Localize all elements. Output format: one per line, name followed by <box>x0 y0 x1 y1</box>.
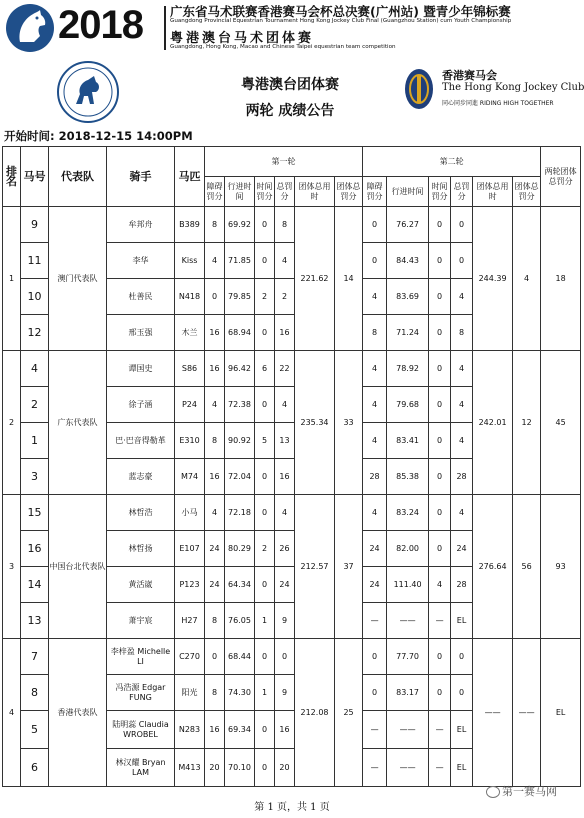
horse-no-cell: 5 <box>21 711 49 749</box>
r2-value-cell: 85.38 <box>387 459 429 495</box>
r1-value-cell: 0 <box>205 639 225 675</box>
horse-head-logo-icon <box>4 2 56 54</box>
r2-value-cell: 0 <box>429 675 451 711</box>
horse-cell: C270 <box>175 639 205 675</box>
rider-cell: 林哲浩 <box>107 495 175 531</box>
r1-value-cell: 0 <box>255 567 275 603</box>
r1-value-cell: 0 <box>255 639 275 675</box>
rank-cell: 2 <box>3 351 21 495</box>
r1-value-cell: 4 <box>205 387 225 423</box>
r2-value-cell: 24 <box>363 531 387 567</box>
r1-team-time-cell: 235.34 <box>295 351 335 495</box>
header-r2-total: 总罚分 <box>451 177 473 207</box>
r2-value-cell: 0 <box>363 207 387 243</box>
r2-value-cell: 0 <box>429 387 451 423</box>
r1-value-cell: 4 <box>205 243 225 279</box>
rider-cell: 林汉耀 Bryan LAM <box>107 749 175 787</box>
r1-value-cell: 64.34 <box>225 567 255 603</box>
team-cell: 澳门代表队 <box>49 207 107 351</box>
r1-team-pen-cell: 14 <box>335 207 363 351</box>
r2-value-cell: 83.69 <box>387 279 429 315</box>
horse-cell: M74 <box>175 459 205 495</box>
rider-cell: 李梓盈 Michelle LI <box>107 639 175 675</box>
r2-value-cell: 0 <box>363 639 387 675</box>
event-title-cn: 广东省马术联赛香港赛马会杯总决赛(广州站) 暨青少年锦标赛 <box>170 4 511 19</box>
r2-value-cell: 4 <box>363 351 387 387</box>
r1-value-cell: 24 <box>205 531 225 567</box>
r2-value-cell: 83.24 <box>387 495 429 531</box>
r1-value-cell: 0 <box>255 387 275 423</box>
r1-value-cell: 26 <box>275 531 295 567</box>
r1-value-cell: 16 <box>205 351 225 387</box>
table-row <box>3 639 581 675</box>
rider-cell: 巴·巴音得勒革 <box>107 423 175 459</box>
r1-value-cell: 4 <box>275 243 295 279</box>
r1-value-cell: 0 <box>205 279 225 315</box>
horse-cell: N418 <box>175 279 205 315</box>
r1-value-cell: 5 <box>255 423 275 459</box>
rider-cell: 萧宇宸 <box>107 603 175 639</box>
r1-value-cell: 16 <box>275 315 295 351</box>
r1-value-cell: 24 <box>205 567 225 603</box>
header-team: 代表队 <box>49 147 107 207</box>
r1-value-cell: 0 <box>275 639 295 675</box>
r2-value-cell: 0 <box>429 279 451 315</box>
r1-value-cell: 70.10 <box>225 749 255 787</box>
r2-value-cell: 76.27 <box>387 207 429 243</box>
event-title-en: Guangdong Provincial Equestrian Tournament Hong Kong Jockey Club Final (Guangzhou Station) cum Youth Championship <box>170 18 512 24</box>
r2-value-cell: 0 <box>429 423 451 459</box>
r1-value-cell: 72.04 <box>225 459 255 495</box>
hkjc-name-en: The Hong Kong Jockey Club <box>442 82 584 93</box>
horse-cell: E107 <box>175 531 205 567</box>
header-r1-time-pen: 时间罚分 <box>255 177 275 207</box>
r2-team-time-cell: 242.01 <box>473 351 513 495</box>
two-round-total-cell: 45 <box>541 351 581 495</box>
r2-value-cell: 83.17 <box>387 675 429 711</box>
equestrian-association-emblem-icon <box>56 60 120 124</box>
horse-no-cell: 7 <box>21 639 49 675</box>
event-year: 2018 <box>58 3 143 47</box>
r2-value-cell: —— <box>387 603 429 639</box>
r2-value-cell: EL <box>451 749 473 787</box>
horse-cell: Kiss <box>175 243 205 279</box>
r2-value-cell: 0 <box>451 243 473 279</box>
watermark-text: 第一赛马网 <box>502 785 557 798</box>
header-r2-time: 行进时间 <box>387 177 429 207</box>
r2-value-cell: 4 <box>451 495 473 531</box>
r1-value-cell: 69.34 <box>225 711 255 749</box>
r1-value-cell: 1 <box>255 675 275 711</box>
r1-value-cell: 71.85 <box>225 243 255 279</box>
horse-cell: N283 <box>175 711 205 749</box>
header-r1-team-pen: 团体总罚分 <box>335 177 363 207</box>
r2-team-pen-cell: 56 <box>513 495 541 639</box>
rank-cell: 4 <box>3 639 21 787</box>
r1-value-cell: 8 <box>205 423 225 459</box>
team-cell: 香港代表队 <box>49 639 107 787</box>
horse-no-cell: 12 <box>21 315 49 351</box>
r1-value-cell: 0 <box>255 749 275 787</box>
rider-cell: 黄活崴 <box>107 567 175 603</box>
r2-value-cell: 79.68 <box>387 387 429 423</box>
r2-value-cell: 0 <box>429 351 451 387</box>
r2-value-cell: 82.00 <box>387 531 429 567</box>
r1-value-cell: 16 <box>205 459 225 495</box>
results-subtitle: 两轮 成绩公告 <box>245 103 335 119</box>
header-r1-obstacle: 障碍罚分 <box>205 177 225 207</box>
r1-value-cell: 0 <box>255 243 275 279</box>
header-r1-total: 总罚分 <box>275 177 295 207</box>
r1-value-cell: 0 <box>255 495 275 531</box>
rider-cell: 邢玉强 <box>107 315 175 351</box>
horse-no-cell: 6 <box>21 749 49 787</box>
r2-value-cell: — <box>429 749 451 787</box>
r2-value-cell: 8 <box>451 315 473 351</box>
header-round2: 第二轮 <box>363 147 541 177</box>
r2-value-cell: — <box>429 711 451 749</box>
r2-value-cell: 78.92 <box>387 351 429 387</box>
two-round-total-cell: EL <box>541 639 581 787</box>
header-r1-time: 行进时间 <box>225 177 255 207</box>
r1-value-cell: 72.38 <box>225 387 255 423</box>
rank-cell: 3 <box>3 495 21 639</box>
r1-value-cell: 4 <box>275 495 295 531</box>
r2-value-cell: — <box>363 603 387 639</box>
r1-team-pen-cell: 33 <box>335 351 363 495</box>
r1-value-cell: 2 <box>255 531 275 567</box>
r1-value-cell: 16 <box>205 711 225 749</box>
r2-value-cell: 28 <box>451 567 473 603</box>
horse-cell: 阳光 <box>175 675 205 711</box>
r2-value-cell: EL <box>451 711 473 749</box>
r2-value-cell: 0 <box>363 243 387 279</box>
results-body <box>3 207 581 787</box>
hkjc-tagline: 同心同步同進 RIDING HIGH TOGETHER <box>442 100 554 107</box>
page-footer: 第 1 页，共 1 页 <box>254 802 330 813</box>
header-rider: 骑手 <box>107 147 175 207</box>
horse-cell: 小马 <box>175 495 205 531</box>
r2-value-cell: 111.40 <box>387 567 429 603</box>
rider-cell: 冯浩源 Edgar FUNG <box>107 675 175 711</box>
r2-value-cell: 4 <box>451 279 473 315</box>
horse-no-cell: 14 <box>21 567 49 603</box>
r1-team-time-cell: 212.08 <box>295 639 335 787</box>
r2-value-cell: 4 <box>363 423 387 459</box>
r1-team-pen-cell: 37 <box>335 495 363 639</box>
hkjc-logo-icon <box>404 68 434 110</box>
r2-value-cell: 4 <box>363 279 387 315</box>
event-subtitle-cn: 粤港澳台马术团体赛 <box>170 31 315 46</box>
r2-value-cell: 24 <box>363 567 387 603</box>
r2-team-pen-cell: 4 <box>513 207 541 351</box>
r2-value-cell: 0 <box>429 531 451 567</box>
horse-no-cell: 10 <box>21 279 49 315</box>
r1-value-cell: 96.42 <box>225 351 255 387</box>
r1-value-cell: 68.94 <box>225 315 255 351</box>
r1-value-cell: 22 <box>275 351 295 387</box>
event-header <box>0 0 584 58</box>
r2-value-cell: 4 <box>451 351 473 387</box>
header-horse-no: 马号 <box>21 147 49 207</box>
horse-cell: P24 <box>175 387 205 423</box>
r1-value-cell: 16 <box>275 459 295 495</box>
r1-value-cell: 2 <box>275 279 295 315</box>
header-r1-team-time: 团体总用时 <box>295 177 335 207</box>
r1-value-cell: 6 <box>255 351 275 387</box>
r2-team-time-cell: 244.39 <box>473 207 513 351</box>
rider-cell: 李华 <box>107 243 175 279</box>
r2-value-cell: 4 <box>363 387 387 423</box>
r2-value-cell: 0 <box>429 495 451 531</box>
rider-cell: 杜善民 <box>107 279 175 315</box>
r2-value-cell: 0 <box>429 315 451 351</box>
r2-value-cell: 24 <box>451 531 473 567</box>
r1-value-cell: 1 <box>255 603 275 639</box>
hkjc-name-cn: 香港赛马会 <box>442 69 497 82</box>
table-row <box>3 207 581 243</box>
r1-value-cell: 0 <box>255 207 275 243</box>
header-round1: 第一轮 <box>205 147 363 177</box>
rider-cell: 陆明蕊 Claudia WROBEL <box>107 711 175 749</box>
r1-value-cell: 8 <box>205 603 225 639</box>
start-time: 开始时间: 2018-12-15 14:00PM <box>4 129 193 143</box>
r1-team-pen-cell: 25 <box>335 639 363 787</box>
r2-value-cell: — <box>429 603 451 639</box>
horse-cell: B389 <box>175 207 205 243</box>
r1-value-cell: 9 <box>275 675 295 711</box>
r2-value-cell: — <box>363 711 387 749</box>
r2-value-cell: —— <box>387 749 429 787</box>
event-subtitle-en: Guangdong, Hong Kong, Macao and Chinese Taipei equestrian team competition <box>170 44 396 50</box>
r2-value-cell: EL <box>451 603 473 639</box>
header-divider <box>164 6 166 50</box>
horse-no-cell: 1 <box>21 423 49 459</box>
header-horse: 马匹 <box>175 147 205 207</box>
r1-value-cell: 20 <box>205 749 225 787</box>
r2-team-time-cell: —— <box>473 639 513 787</box>
rank-cell: 1 <box>3 207 21 351</box>
r1-value-cell: 4 <box>205 495 225 531</box>
r1-value-cell: 20 <box>275 749 295 787</box>
r2-value-cell: 77.70 <box>387 639 429 675</box>
r2-value-cell: 28 <box>363 459 387 495</box>
r2-value-cell: 0 <box>429 639 451 675</box>
horse-no-cell: 3 <box>21 459 49 495</box>
header-r2-team-time: 团体总用时 <box>473 177 513 207</box>
r1-team-time-cell: 212.57 <box>295 495 335 639</box>
r2-value-cell: 4 <box>363 495 387 531</box>
r2-team-pen-cell: —— <box>513 639 541 787</box>
horse-no-cell: 8 <box>21 675 49 711</box>
rider-cell: 林哲扬 <box>107 531 175 567</box>
r1-team-time-cell: 221.62 <box>295 207 335 351</box>
rider-cell: 谭国史 <box>107 351 175 387</box>
results-table <box>2 146 581 787</box>
r1-value-cell: 4 <box>275 387 295 423</box>
r1-value-cell: 8 <box>275 207 295 243</box>
header-two-round-total: 两轮团体总罚分 <box>541 147 581 207</box>
r2-value-cell: 4 <box>451 387 473 423</box>
wechat-icon <box>486 786 500 798</box>
horse-cell: P123 <box>175 567 205 603</box>
watermark <box>486 783 557 799</box>
r2-value-cell: 71.24 <box>387 315 429 351</box>
r2-value-cell: 8 <box>363 315 387 351</box>
horse-cell: 木兰 <box>175 315 205 351</box>
r1-value-cell: 24 <box>275 567 295 603</box>
r1-value-cell: 13 <box>275 423 295 459</box>
r1-value-cell: 0 <box>255 459 275 495</box>
team-cell: 中国台北代表队 <box>49 495 107 639</box>
two-round-total-cell: 93 <box>541 495 581 639</box>
horse-no-cell: 4 <box>21 351 49 387</box>
header-r2-time-pen: 时间罚分 <box>429 177 451 207</box>
horse-no-cell: 16 <box>21 531 49 567</box>
header-r2-team-pen: 团体总罚分 <box>513 177 541 207</box>
r1-value-cell: 8 <box>205 675 225 711</box>
r1-value-cell: 0 <box>255 711 275 749</box>
r1-value-cell: 80.29 <box>225 531 255 567</box>
r2-value-cell: 0 <box>451 207 473 243</box>
r1-value-cell: 90.92 <box>225 423 255 459</box>
r1-value-cell: 76.05 <box>225 603 255 639</box>
horse-no-cell: 15 <box>21 495 49 531</box>
r2-value-cell: 0 <box>429 243 451 279</box>
r1-value-cell: 2 <box>255 279 275 315</box>
team-cell: 广东代表队 <box>49 351 107 495</box>
r1-value-cell: 0 <box>255 315 275 351</box>
r1-value-cell: 72.18 <box>225 495 255 531</box>
r1-value-cell: 8 <box>205 207 225 243</box>
r2-team-pen-cell: 12 <box>513 351 541 495</box>
rider-cell: 牟邦舟 <box>107 207 175 243</box>
r2-value-cell: 28 <box>451 459 473 495</box>
horse-cell: H27 <box>175 603 205 639</box>
horse-no-cell: 13 <box>21 603 49 639</box>
r1-value-cell: 16 <box>205 315 225 351</box>
results-title: 粤港澳台团体赛 <box>241 77 339 93</box>
r1-value-cell: 16 <box>275 711 295 749</box>
r2-value-cell: 0 <box>363 675 387 711</box>
r1-value-cell: 68.44 <box>225 639 255 675</box>
r1-value-cell: 9 <box>275 603 295 639</box>
table-row <box>3 495 581 531</box>
r2-value-cell: 4 <box>429 567 451 603</box>
r2-value-cell: 0 <box>429 207 451 243</box>
table-row <box>3 351 581 387</box>
r2-value-cell: — <box>363 749 387 787</box>
horse-no-cell: 2 <box>21 387 49 423</box>
two-round-total-cell: 18 <box>541 207 581 351</box>
r1-value-cell: 69.92 <box>225 207 255 243</box>
r2-team-time-cell: 276.64 <box>473 495 513 639</box>
r2-value-cell: 0 <box>451 675 473 711</box>
rider-cell: 徐子涵 <box>107 387 175 423</box>
r2-value-cell: —— <box>387 711 429 749</box>
r2-value-cell: 0 <box>451 639 473 675</box>
r2-value-cell: 0 <box>429 459 451 495</box>
horse-no-cell: 11 <box>21 243 49 279</box>
r2-value-cell: 4 <box>451 423 473 459</box>
r2-value-cell: 84.43 <box>387 243 429 279</box>
r1-value-cell: 74.30 <box>225 675 255 711</box>
r1-value-cell: 79.85 <box>225 279 255 315</box>
horse-cell: S86 <box>175 351 205 387</box>
header-r2-obstacle: 障碍罚分 <box>363 177 387 207</box>
header-rank: 排名 <box>3 147 21 207</box>
horse-cell: M413 <box>175 749 205 787</box>
horse-cell: E310 <box>175 423 205 459</box>
r2-value-cell: 83.41 <box>387 423 429 459</box>
rider-cell: 蓝志豪 <box>107 459 175 495</box>
horse-no-cell: 9 <box>21 207 49 243</box>
